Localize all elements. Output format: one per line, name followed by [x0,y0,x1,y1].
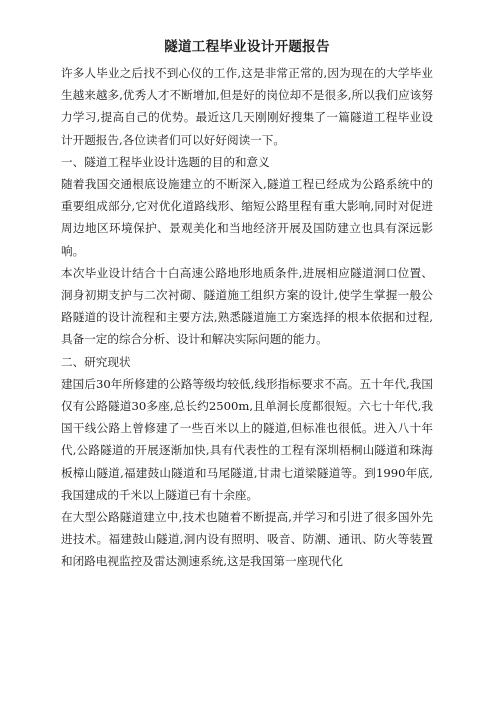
document-title: 隧道工程毕业设计开题报告 [164,39,330,55]
status-paragraph-1: 建国后30年所修建的公路等级均较低,线形指标要求不高。五十年代,我国仅有公路隧道30多座,总长约2500m,且单洞长度都很短。六七十年代,我国干线公路上曾修建了一些百米以上的隧道,但标准也很低。进入八十年代,公路隧道的开展逐渐加快,具有代表性的工程有深圳梧桐山隧道和珠海板樟山隧道,福建鼓山隧道和马尾隧道,甘肃七道梁隧道等。到1990年底,我国建成的千米以上隧道已有十余座。 [61,376,433,502]
section-heading-purpose: 一、隧道工程毕业设计选题的目的和意义 [61,154,270,169]
intro-paragraph: 许多人毕业之后找不到心仪的工作,这是非常正常的,因为现在的大学毕业生越来越多,优秀人才不断增加,但是好的岗位却不是很多,所以我们应该努力学习,提高自己的优势。最近这几天刚刚好搜集了一篇隧道工程毕业设计开题报告,各位读者们可以好好阅读一下。 [61,66,433,147]
document-page [61,38,433,573]
purpose-paragraph-2: 本次毕业设计结合十白高速公路地形地质条件,进展相应隧道洞口位置、洞身初期支护与二次衬砌、隧道施工组织方案的设计,使学生掌握一般公路隧道的设计流程和主要方法,熟悉隧道施工方案选择的根本依据和过程,具备一定的综合分析、设计和解决实际问题的能力。 [61,265,433,347]
section-heading-status: 二、研究现状 [61,354,131,369]
status-paragraph-2: 在大型公路隧道建立中,技术也随着不断提高,并学习和引进了很多国外先进技术。福建鼓山隧道,洞内设有照明、吸音、防潮、通讯、防火等装置和闭路电视监控及雷达测速系统,这是我国第一座现代化 [61,510,433,569]
purpose-paragraph-1: 随着我国交通根底设施建立的不断深入,隧道工程已经成为公路系统中的重要组成部分,它对优化道路线形、缩短公路里程有重大影响,同时对促进周边地区环境保护、景观美化和当地经济开展及国防建立也具有深远影响。 [61,177,433,258]
